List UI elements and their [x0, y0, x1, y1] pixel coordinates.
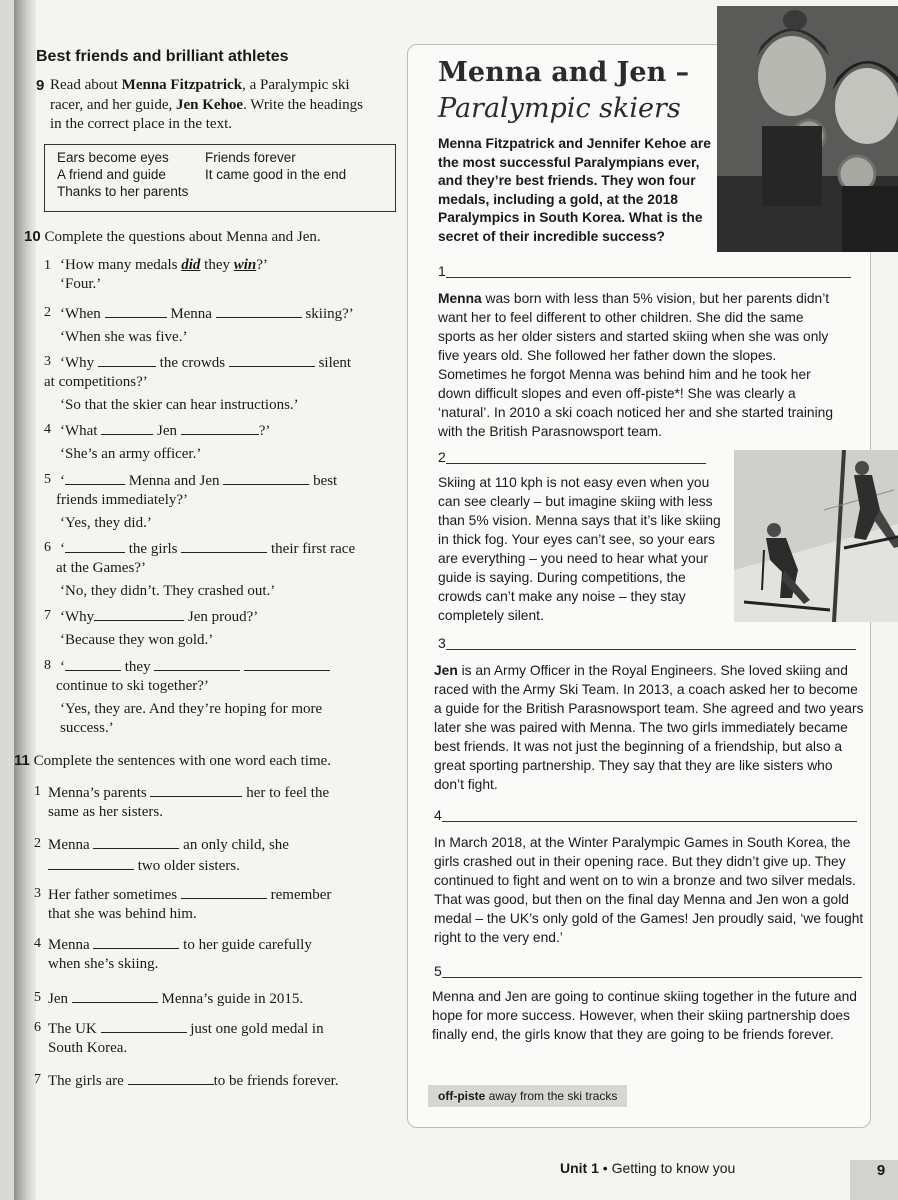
sentence-text: an only child, she	[183, 837, 289, 853]
question-text: the crowds	[159, 355, 226, 371]
heading-number: 3	[438, 635, 446, 651]
item-number: 1	[34, 784, 41, 799]
question-item	[44, 470, 337, 533]
glossary-note	[428, 1085, 627, 1107]
answer-blank[interactable]	[229, 352, 315, 367]
question-text: they	[204, 257, 230, 273]
question-text: they	[124, 659, 151, 675]
heading-number: 5	[434, 963, 442, 979]
answer-blank[interactable]	[105, 303, 167, 318]
sentence-item	[34, 934, 312, 974]
answer-blank[interactable]	[181, 420, 259, 435]
sentence-text: Her father sometimes	[48, 887, 178, 903]
ex9-text: Read about	[50, 77, 122, 93]
item-number: 2	[34, 836, 41, 851]
answer-blank[interactable]	[223, 470, 309, 485]
article-title: Menna and Jen –	[438, 57, 690, 88]
exercise-instruction: Complete the sentences with one word each time.	[33, 753, 332, 769]
textbook-page	[14, 0, 898, 1200]
exercise-number: 9	[36, 77, 45, 94]
question-text: friends immediately?’	[56, 492, 189, 508]
sentence-text: Menna’s guide in 2015.	[161, 991, 304, 1007]
example-answer: did	[181, 257, 201, 273]
question-text: ‘When	[60, 306, 101, 322]
sentence-text: Menna	[48, 937, 90, 953]
answer-blank[interactable]	[48, 855, 134, 870]
sentence-text: when she’s skiing.	[48, 956, 159, 972]
question-text: ‘	[60, 541, 65, 557]
word-box-item: A friend and guide	[57, 167, 166, 182]
answer-blank[interactable]	[181, 884, 267, 899]
answer-text: ‘So that the skier can hear instructions.’	[60, 397, 299, 413]
answer-blank[interactable]	[216, 303, 302, 318]
article-subtitle: Paralympic skiers	[438, 93, 681, 124]
heading-word-box	[44, 144, 396, 212]
answer-blank[interactable]	[101, 1018, 187, 1033]
sentence-text: remember	[270, 887, 332, 903]
question-text: continue to ski together?’	[56, 678, 209, 694]
ex9-text-post: . Write the headings in the correct place in the text.	[50, 96, 363, 132]
item-number: 5	[34, 990, 41, 1005]
sentence-text: her to feel the	[246, 785, 330, 801]
heading-number: 4	[434, 807, 442, 823]
item-number: 7	[34, 1072, 41, 1087]
answer-text: ‘Yes, they did.’	[60, 515, 152, 531]
question-text: ‘Why	[60, 609, 95, 625]
answer-blank[interactable]	[65, 538, 125, 553]
heading-number: 1	[438, 263, 446, 279]
paragraph-bold-name: Jen	[434, 663, 458, 678]
sentence-text: Menna	[48, 837, 90, 853]
paragraph-text: is an Army Officer in the Royal Engineers. She loved skiing and raced with the Army Ski Team. In 2013, a coach asked her to become a guide for the British Parasnowsport team. She agreed and two years later she was paired with Menna. The two girls immediately became best friends. It was not just the beginning of a friendship, but also a great sporting partnership. They say that they are like sisters who don’t fight.	[434, 663, 864, 792]
sentence-item	[34, 1070, 339, 1091]
item-number: 4	[34, 936, 41, 951]
sentence-text: Menna’s parents	[48, 785, 147, 801]
answer-blank[interactable]	[65, 470, 125, 485]
article-paragraph-4: In March 2018, at the Winter Paralympic Games in South Korea, the girls crashed out in their opening race. But they didn’t give up. They continued to fight and went on to win a bronze and two silver medals. That was good, but then on the final day Menna and Jen won a gold medal – the UK’s only gold of the Games! Jen proudly said, ‘we fought right to the very end.’	[434, 835, 864, 945]
answer-blank[interactable]	[93, 934, 179, 949]
section-title: Best friends and brilliant athletes	[36, 48, 289, 65]
question-text: skiing?’	[305, 306, 354, 322]
heading-blank-3[interactable]	[438, 635, 856, 651]
example-answer: win	[233, 257, 257, 273]
question-text: ?’	[256, 257, 268, 273]
question-text: ‘	[60, 473, 65, 489]
answer-blank[interactable]	[244, 656, 330, 671]
sentence-text: that she was behind him.	[48, 906, 197, 922]
question-text: best	[313, 473, 338, 489]
ex9-name2: Jen Kehoe	[176, 96, 244, 113]
answer-blank[interactable]	[72, 988, 158, 1003]
question-item	[44, 606, 258, 650]
footer-separator: •	[602, 1160, 608, 1176]
item-number: 7	[44, 608, 51, 623]
page-number: 9	[850, 1160, 898, 1200]
answer-blank[interactable]	[101, 420, 153, 435]
word-box-item: It came good in the end	[205, 167, 347, 182]
answer-text: ‘Yes, they are. And they’re hoping for more success.’	[60, 701, 323, 736]
item-number: 6	[34, 1020, 41, 1035]
question-text: Jen proud?’	[187, 609, 259, 625]
question-item	[44, 256, 268, 294]
question-text: Menna	[170, 306, 212, 322]
item-number: 1	[44, 258, 51, 273]
answer-text: ‘No, they didn’t. They crashed out.’	[60, 583, 276, 599]
sentence-text: to her guide carefully	[183, 937, 312, 953]
heading-blank-2[interactable]	[438, 449, 706, 465]
exercise-11-heading	[14, 752, 331, 770]
exercise-instruction: Complete the questions about Menna and Jen.	[44, 229, 321, 245]
item-number: 6	[44, 540, 51, 555]
question-item	[44, 420, 270, 464]
answer-blank[interactable]	[94, 606, 184, 621]
answer-blank[interactable]	[154, 656, 240, 671]
heading-blank-5[interactable]	[434, 963, 862, 979]
answer-blank[interactable]	[98, 352, 156, 367]
question-text: at competitions?’	[44, 374, 148, 390]
answer-blank[interactable]	[93, 834, 179, 849]
answer-blank[interactable]	[65, 656, 121, 671]
question-text: Menna and Jen	[128, 473, 220, 489]
question-item	[44, 656, 384, 738]
heading-blank-1[interactable]	[438, 263, 851, 279]
ex9-name1: Menna Fitzpatrick	[121, 77, 243, 93]
item-number: 2	[44, 305, 51, 320]
question-text: ?’	[258, 423, 271, 439]
question-item	[44, 352, 351, 415]
question-text: the girls	[128, 541, 178, 557]
item-number: 8	[44, 658, 51, 673]
ex9-text-mid: , a Paralympic ski racer, and her guide,	[50, 77, 350, 113]
item-number: 3	[34, 886, 41, 901]
answer-blank[interactable]	[128, 1070, 214, 1085]
question-text: ‘How many medals	[60, 257, 178, 273]
sentence-item	[34, 782, 329, 822]
question-text: ‘What	[60, 423, 98, 439]
answer-blank[interactable]	[181, 538, 267, 553]
paragraph-bold-name: Menna	[438, 291, 482, 306]
answer-text: ‘When she was five.’	[60, 329, 188, 345]
footer-unit: Unit 1	[560, 1160, 599, 1176]
answer-text: ‘Four.’	[60, 276, 102, 292]
footer-topic: Getting to know you	[611, 1160, 736, 1176]
page-binding	[14, 0, 36, 1200]
article-intro: Menna Fitzpatrick and Jennifer Kehoe are the most successful Paralympians ever, and they’re best friends. They won four medals, including a gold, at the 2018 Paralympics in South Korea. What is the secret of their incredible success?	[438, 136, 711, 244]
answer-blank[interactable]	[150, 782, 242, 797]
question-text: their first race	[271, 541, 356, 557]
question-text: ‘Why	[60, 355, 95, 371]
sentence-text: The girls are	[48, 1073, 124, 1089]
glossary-definition: away from the ski tracks	[488, 1089, 618, 1103]
athletes-medals-photo	[717, 6, 898, 252]
sentence-text: same as her sisters.	[48, 804, 163, 820]
question-text: ‘	[60, 659, 65, 675]
glossary-term: off-piste	[438, 1089, 486, 1103]
word-box-item: Ears become eyes	[57, 150, 169, 165]
sentence-text: Jen	[48, 991, 68, 1007]
article-paragraph-5: Menna and Jen are going to continue skiing together in the future and hope for more success. However, when their skiing partnership does finally end, the girls know that they are going to be friends forever.	[432, 989, 857, 1042]
sentence-item	[34, 988, 303, 1009]
question-item	[44, 538, 355, 601]
exercise-10-heading	[24, 228, 321, 246]
item-number: 4	[44, 422, 51, 437]
answer-text: ‘She’s an army officer.’	[60, 446, 202, 462]
sentence-item	[34, 884, 331, 924]
question-text: Jen	[156, 423, 177, 439]
sentence-text: just one gold medal in	[190, 1021, 324, 1037]
question-text: silent	[318, 355, 352, 371]
article-paragraph-3	[434, 661, 864, 794]
sentence-item	[34, 834, 289, 876]
sentence-item	[34, 1018, 324, 1058]
paragraph-text: was born with less than 5% vision, but her parents didn’t want her to feel different to other children. She did the same sports as her older sisters and started skiing when she was only five years old. She followed her father down the slopes. Sometimes he forgot Menna was behind him and he took her down difficult slopes and even off-piste*! She was clearly a ‘natural’. In 2010 a ski coach noticed her and she started training with the British Parasnowsport team.	[438, 291, 833, 439]
exercise-number: 10	[24, 228, 41, 245]
sentence-text: to be friends forever.	[213, 1073, 339, 1089]
item-number: 5	[44, 472, 51, 487]
question-text: at the Games?’	[56, 560, 146, 576]
exercise-number: 11	[14, 752, 30, 769]
sentence-text: The UK	[48, 1021, 97, 1037]
sentence-text: South Korea.	[48, 1040, 128, 1056]
page-footer	[560, 1160, 735, 1176]
item-number: 3	[44, 354, 51, 369]
skiers-racing-photo	[734, 450, 898, 622]
exercise-9	[36, 76, 376, 135]
word-box-item: Friends forever	[205, 150, 296, 165]
article-paragraph-2: Skiing at 110 kph is not easy even when you can see clearly – but imagine skiing with less than 5% vision. Menna says that it’s like skiing in thick fog. Your eyes can’t see, so your ears are everything – you need to hear what your guide is saying. During competitions, the crowds can’t make any noise – they stay completely silent.	[438, 475, 721, 623]
sentence-text: two older sisters.	[137, 858, 240, 874]
word-box-item: Thanks to her parents	[57, 184, 189, 199]
answer-text: ‘Because they won gold.’	[60, 632, 214, 648]
question-item	[44, 303, 354, 347]
heading-number: 2	[438, 449, 446, 465]
heading-blank-4[interactable]	[434, 807, 857, 823]
article-paragraph-1	[438, 289, 838, 441]
